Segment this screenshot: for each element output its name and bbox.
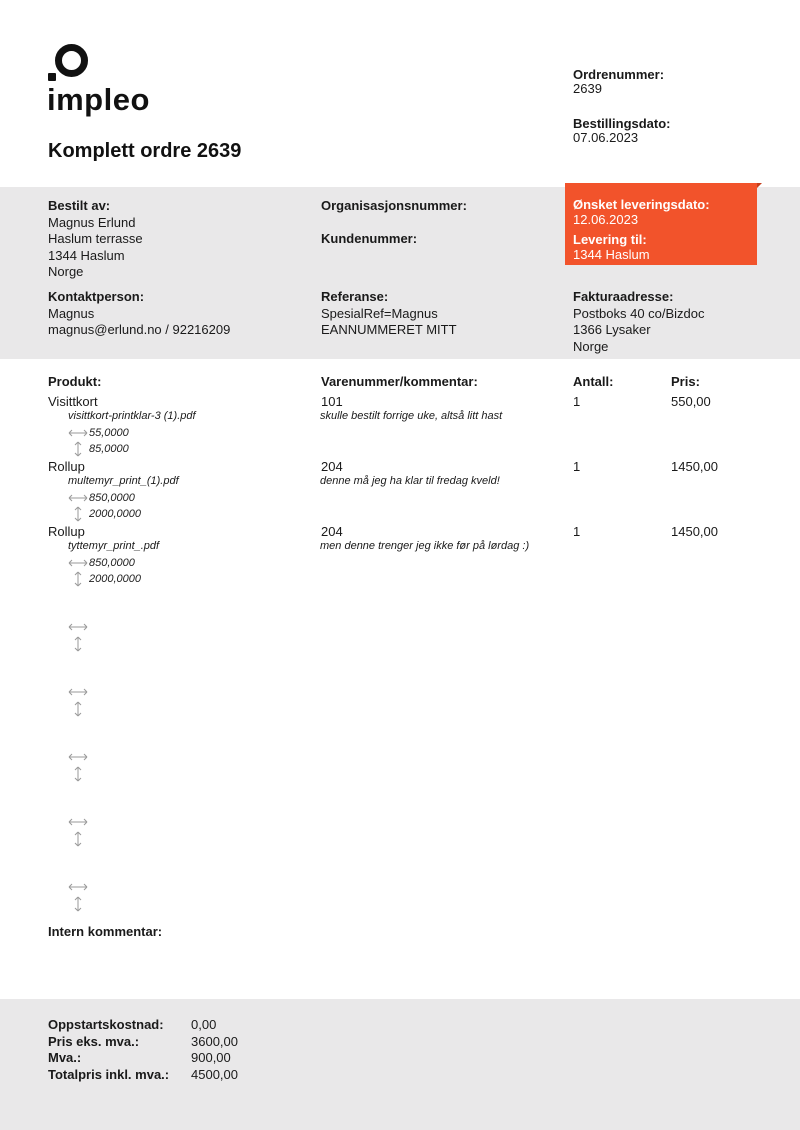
row-2-sku: 204 bbox=[321, 459, 343, 474]
invoice-line-3: Norge bbox=[573, 338, 609, 354]
vat-value: 900,00 bbox=[191, 1050, 231, 1065]
invoice-block bbox=[573, 289, 705, 355]
startup-cost-value: 0,00 bbox=[191, 1017, 217, 1032]
order-number-label: Ordrenummer: bbox=[573, 67, 665, 82]
col-header-price: Pris: bbox=[671, 374, 700, 389]
ordered-by-block bbox=[48, 198, 143, 281]
logo-mark-dot bbox=[48, 73, 56, 81]
height-arrow-icon bbox=[73, 571, 83, 587]
row-3-comment: men denne trenger jeg ikke før på lørdag :) bbox=[320, 540, 530, 552]
totals-values bbox=[191, 1017, 238, 1083]
reference-block bbox=[321, 289, 457, 339]
order-date: 07.06.2023 bbox=[573, 130, 639, 145]
invoice-line-1: Postboks 40 co/Bizdoc bbox=[573, 305, 705, 321]
row-2-price: 1450,00 bbox=[671, 459, 718, 474]
customer-number-label: Kundenummer: bbox=[321, 231, 418, 246]
row-3-product: Rollup bbox=[48, 524, 85, 539]
delivery-to-label: Levering til: bbox=[573, 232, 647, 247]
width-arrow-icon bbox=[68, 493, 88, 503]
reference-line-1: SpesialRef=Magnus bbox=[321, 305, 438, 321]
width-arrow-icon bbox=[68, 817, 88, 827]
contact-label: Kontaktperson: bbox=[48, 289, 145, 304]
contact-block bbox=[48, 289, 230, 339]
vat-label: Mva.: bbox=[48, 1050, 82, 1065]
logo-mark-ring bbox=[55, 44, 88, 77]
contact-email-phone: magnus@erlund.no / 92216209 bbox=[48, 322, 231, 337]
width-arrow-icon bbox=[68, 882, 88, 892]
row-1-qty: 1 bbox=[573, 394, 581, 409]
ordered-by-postal: 1344 Haslum bbox=[48, 247, 125, 263]
reference-line-2: EANNUMMERET MITT bbox=[321, 322, 457, 337]
org-number-label: Organisasjonsnummer: bbox=[321, 198, 467, 213]
row-1-product: Visittkort bbox=[48, 394, 98, 409]
delivery-to: 1344 Haslum bbox=[573, 246, 650, 262]
order-date-label: Bestillingsdato: bbox=[573, 116, 671, 131]
delivery-box-fold bbox=[757, 183, 762, 188]
row-3-sku: 204 bbox=[321, 524, 343, 539]
startup-cost-label: Oppstartskostnad: bbox=[48, 1017, 164, 1032]
height-arrow-icon bbox=[73, 896, 83, 912]
ordered-by-name: Magnus Erlund bbox=[48, 214, 136, 230]
reference-label: Referanse: bbox=[321, 289, 389, 304]
invoice-line-2: 1366 Lysaker bbox=[573, 322, 651, 337]
internal-comment-label: Intern kommentar: bbox=[48, 924, 163, 939]
width-arrow-icon bbox=[68, 622, 88, 632]
ordered-by-label: Bestilt av: bbox=[48, 198, 111, 213]
row-1-sku: 101 bbox=[321, 394, 343, 409]
row-2-width: 850,0000 bbox=[89, 492, 135, 504]
brand-logo: impleo bbox=[47, 82, 150, 117]
total-inc-vat-value: 4500,00 bbox=[191, 1066, 238, 1082]
ordered-by-street: Haslum terrasse bbox=[48, 231, 143, 246]
total-inc-vat-label: Totalpris inkl. mva.: bbox=[48, 1066, 170, 1082]
width-arrow-icon bbox=[68, 558, 88, 568]
row-1-height: 85,0000 bbox=[89, 443, 129, 455]
col-header-product: Produkt: bbox=[48, 374, 102, 389]
row-1-comment: skulle bestilt forrige uke, altså litt hast bbox=[320, 410, 503, 422]
height-arrow-icon bbox=[73, 441, 83, 457]
row-3-width: 850,0000 bbox=[89, 557, 135, 569]
width-arrow-icon bbox=[68, 428, 88, 438]
delivery-date: 12.06.2023 bbox=[573, 211, 639, 227]
row-2-height: 2000,0000 bbox=[89, 508, 141, 520]
row-2-qty: 1 bbox=[573, 459, 581, 474]
col-header-sku: Varenummer/kommentar: bbox=[321, 374, 478, 389]
row-3-price: 1450,00 bbox=[671, 524, 718, 539]
row-2-product: Rollup bbox=[48, 459, 85, 474]
totals-block bbox=[48, 1017, 169, 1083]
row-2-file: multemyr_print_(1).pdf bbox=[68, 475, 179, 487]
ordered-by-country: Norge bbox=[48, 264, 84, 279]
delivery-date-label: Ønsket leveringsdato: bbox=[573, 197, 710, 212]
page-title: Komplett ordre 2639 bbox=[48, 140, 242, 162]
height-arrow-icon bbox=[73, 766, 83, 782]
row-1-width: 55,0000 bbox=[89, 427, 129, 439]
width-arrow-icon bbox=[68, 687, 88, 697]
price-ex-vat-label: Pris eks. mva.: bbox=[48, 1033, 140, 1049]
height-arrow-icon bbox=[73, 831, 83, 847]
contact-name: Magnus bbox=[48, 305, 95, 321]
height-arrow-icon bbox=[73, 506, 83, 522]
invoice-label: Fakturaadresse: bbox=[573, 289, 674, 304]
row-3-qty: 1 bbox=[573, 524, 581, 539]
width-arrow-icon bbox=[68, 752, 88, 762]
row-2-comment: denne må jeg ha klar til fredag kveld! bbox=[320, 475, 500, 487]
delivery-box bbox=[565, 183, 757, 265]
row-3-height: 2000,0000 bbox=[89, 573, 141, 585]
row-3-file: tyttemyr_print_.pdf bbox=[68, 540, 160, 552]
order-number: 2639 bbox=[573, 81, 602, 96]
row-1-price: 550,00 bbox=[671, 394, 711, 409]
col-header-qty: Antall: bbox=[573, 374, 614, 389]
height-arrow-icon bbox=[73, 636, 83, 652]
price-ex-vat-value: 3600,00 bbox=[191, 1033, 238, 1049]
row-1-file: visittkort-printklar-3 (1).pdf bbox=[68, 410, 196, 422]
height-arrow-icon bbox=[73, 701, 83, 717]
